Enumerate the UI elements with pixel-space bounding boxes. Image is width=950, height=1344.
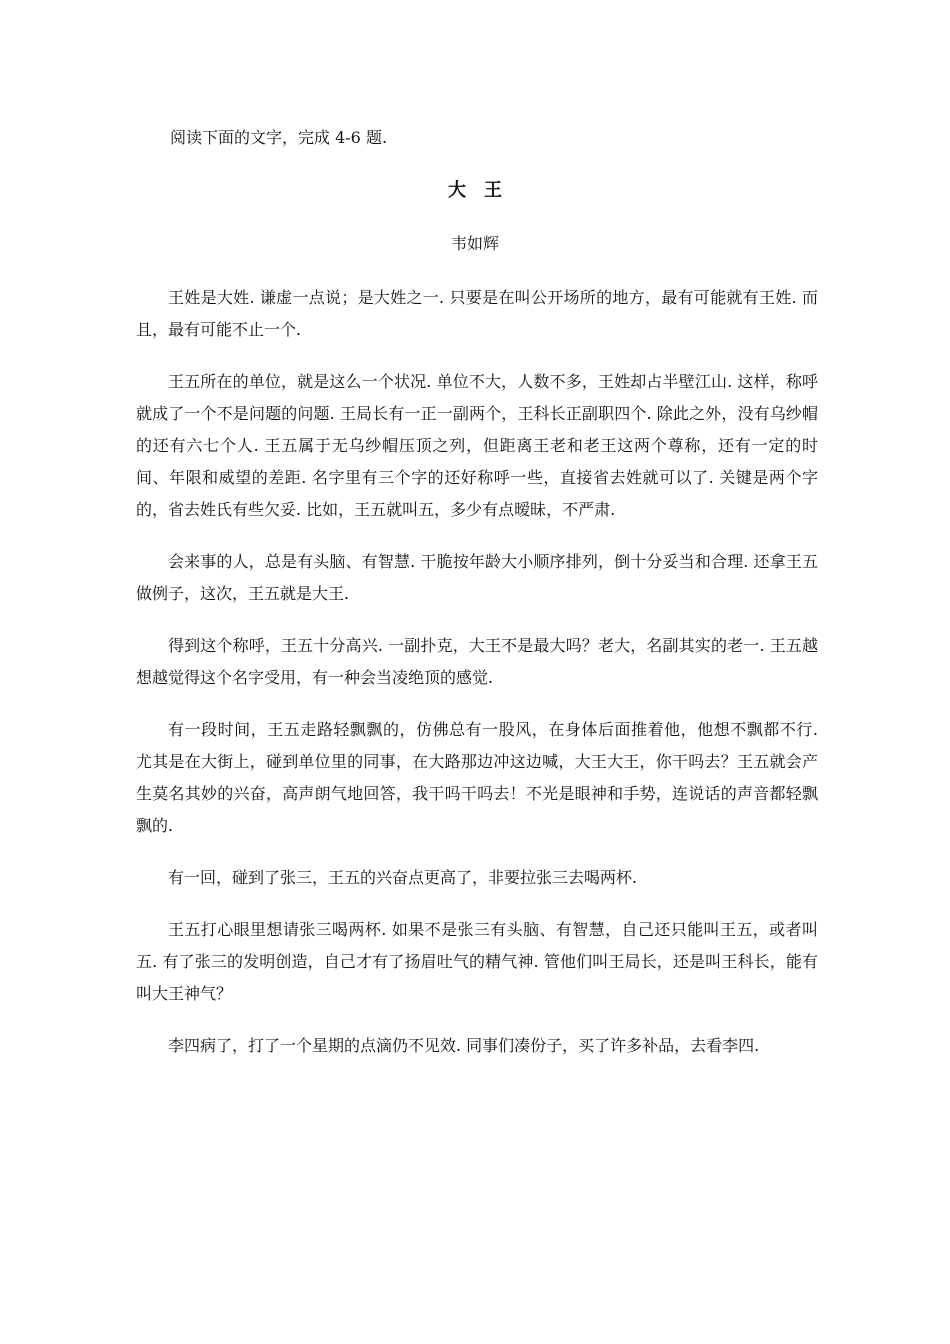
paragraph-3: 会来事的人，总是有头脑、有智慧. 干脆按年龄大小顺序排列，倒十分妥当和合理. 还拿王五做例子，这次，王五就是大王.	[136, 552, 818, 603]
article-title: 大 王	[448, 180, 502, 201]
paragraph-6: 有一回，碰到了张三，王五的兴奋点更高了，非要拉张三去喝两杯.	[168, 868, 638, 887]
paragraph-1: 王姓是大姓. 谦虚一点说；是大姓之一. 只要是在叫公开场所的地方，最有可能就有王姓. 而且，最有可能不止一个.	[136, 288, 818, 339]
paragraph-2: 王五所在的单位，就是这么一个状况. 单位不大，人数不多，王姓却占半壁江山. 这样，称呼就成了一个不是问题的问题. 王局长有一正一副两个，王科长正副职四个. 除此之外，没有乌纱帽的还有六七个人. 王五属于无乌纱帽压顶之列，但距离王老和老王这两个尊称，还有一定的时间、年限和威望的差距. 名字里有三个字的还好称呼一些，直接省去姓就可以了. 关键是两个字的，省去姓氏有些欠妥. 比如，王五就叫五，多少有点暧昧，不严肃.	[136, 372, 818, 519]
article-author: 韦如辉	[450, 234, 499, 253]
paragraph-7: 王五打心眼里想请张三喝两杯. 如果不是张三有头脑、有智慧，自己还只能叫王五，或者叫五. 有了张三的发明创造，自己才有了扬眉吐气的精气神. 管他们叫王局长，还是叫王科长，能有叫大王神气？	[136, 920, 818, 1003]
article-body	[136, 282, 818, 1082]
paragraph-8: 李四病了，打了一个星期的点滴仍不见效. 同事们凑份子，买了许多补品，去看李四.	[168, 1036, 760, 1055]
reading-instruction: 阅读下面的文字，完成 4-6 题.	[170, 128, 388, 147]
paragraph-5: 有一段时间，王五走路轻飘飘的，仿佛总有一股风，在身体后面推着他，他想不飘都不行. 尤其是在大街上，碰到单位里的同事，在大路那边冲这边喊，大王大王，你干吗去？王五就会产生莫名其妙的兴奋，高声朗气地回答，我干吗干吗去！不光是眼神和手势，连说话的声音都轻飘飘的.	[136, 720, 818, 835]
paragraph-4: 得到这个称呼，王五十分高兴. 一副扑克，大王不是最大吗？老大，名副其实的老一. 王五越想越觉得这个名字受用，有一种会当凌绝顶的感觉.	[136, 636, 818, 687]
